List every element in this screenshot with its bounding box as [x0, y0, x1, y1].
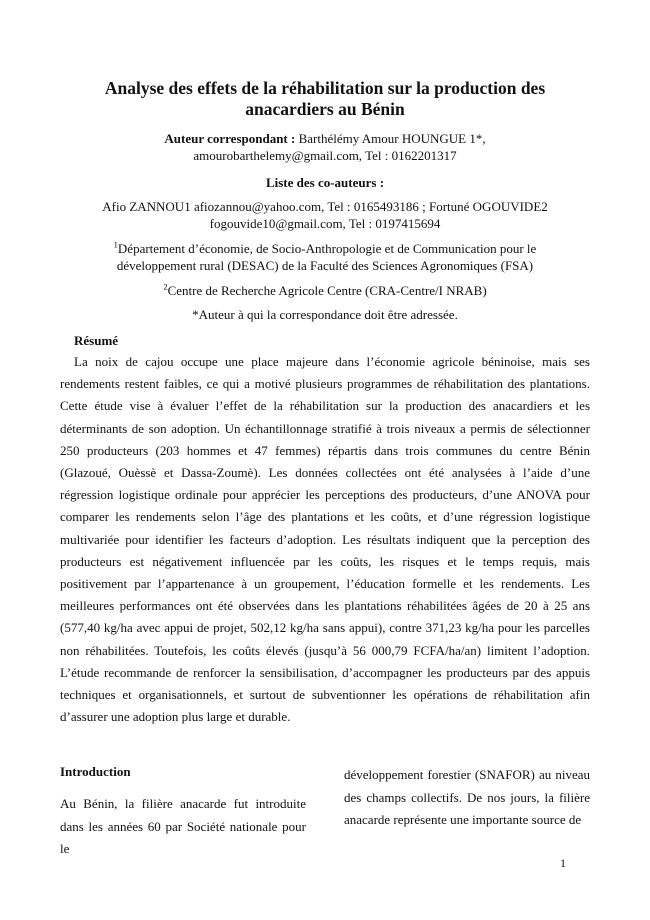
- affiliation-2: [40, 282, 610, 299]
- page-number: 1: [560, 856, 566, 870]
- affiliation-2-text: Centre de Recherche Agricole Centre (CRA-Centre/I NRAB): [167, 283, 487, 298]
- affiliation-1-line-1: Département d’économie, de Socio-Anthropologie et de Communication pour le: [117, 241, 537, 256]
- introduction-right-column: [344, 764, 590, 832]
- affiliation-1-line-2: développement rural (DESAC) de la Faculté des Sciences Agronomiques (FSA): [116, 258, 534, 273]
- affiliation-2-number: 2: [163, 281, 168, 292]
- corresponding-author-contact: amourobarthelemy@gmail.com, Tel : 0162201317: [193, 148, 457, 163]
- correspondence-note: *Auteur à qui la correspondance doit être adressée.: [192, 307, 458, 322]
- abstract-text: La noix de cajou occupe une place majeure dans l’économie agricole béninoise, mais ses rendements restent faibles, ce qui a motivé plusieurs programmes de réhabilitation des plantations. Cette étude vise à évaluer l’effet de la réhabilitation sur la production des anacardiers et les déterminants de son adoption. Un échantillonnage stratifié à trois niveaux a permis de sélectionner 250 producteurs (203 hommes et 47 femmes) répartis dans trois communes du centre Bénin (Glazoué, Ouèssè et Dassa-Zoumè). Les données collectées ont été analysées à l’aide d’une régression logistique ordinale pour apprécier les perceptions des producteurs, d’une ANOVA pour comparer les rendements selon l’âge des plantations et les coûts, et d’une régression logistique multivariée pour identifier les facteurs d’adoption. Les résultats indiquent que la perception des producteurs est négativement influencée par les coûts, les risques et le temps requis, mais positivement par l’appartenance à un groupement, l’éducation formelle et les rendements. Les meilleures performances ont été observées dans les plantations réhabilitées âgées de 20 à 25 ans (577,40 kg/ha avec appui de projet, 502,12 kg/ha sans appui), contre 371,23 kg/ha pour les parcelles non réhabilitées. Toutefois, les coûts élevés (jusqu’à 56 000,79 FCFA/ha/an) limitent l’adoption. L’étude recommande de renforcer la sensibilisation, d’accompagner les producteurs par des appuis techniques et organisationnels, et surtout de subventionner les opérations de réhabilitation afin d’assurer une adoption plus large et durable.: [60, 354, 590, 725]
- corresponding-author-line: [40, 130, 610, 147]
- corresponding-author-label: Auteur correspondant :: [164, 131, 296, 146]
- coauthors-label: Liste des co-auteurs :: [265, 175, 385, 190]
- introduction-left-column: Au Bénin, la filière anacarde fut introduite dans les années 60 par Société nationale pour le: [60, 796, 306, 856]
- coauthors-block: [40, 198, 610, 232]
- introduction-right-text: développement forestier (SNAFOR) au niveau des champs collectifs. De nos jours, la filière anacarde représente une importante source de: [344, 767, 590, 827]
- introduction-heading: Introduction: [60, 764, 131, 779]
- abstract-heading: Résumé: [74, 333, 119, 348]
- corresponding-author-name: Barthélémy Amour HOUNGUE 1*,: [298, 131, 486, 146]
- coauthors-heading: [40, 174, 610, 191]
- coauthors-line-1: Afio ZANNOU1 afiozannou@yahoo.com, Tel : 0165493186 ; Fortuné OGOUVIDE2: [102, 199, 548, 214]
- coauthors-line-2: fogouvide10@gmail.com, Tel : 0197415694: [209, 216, 441, 231]
- corresponding-author-block: [40, 130, 610, 164]
- affiliation-1-number: 1: [113, 239, 118, 250]
- affiliation-1: [40, 240, 610, 274]
- paper-title: Analyse des effets de la réhabilitation sur la production des anacardiers au Bénin: [104, 78, 546, 119]
